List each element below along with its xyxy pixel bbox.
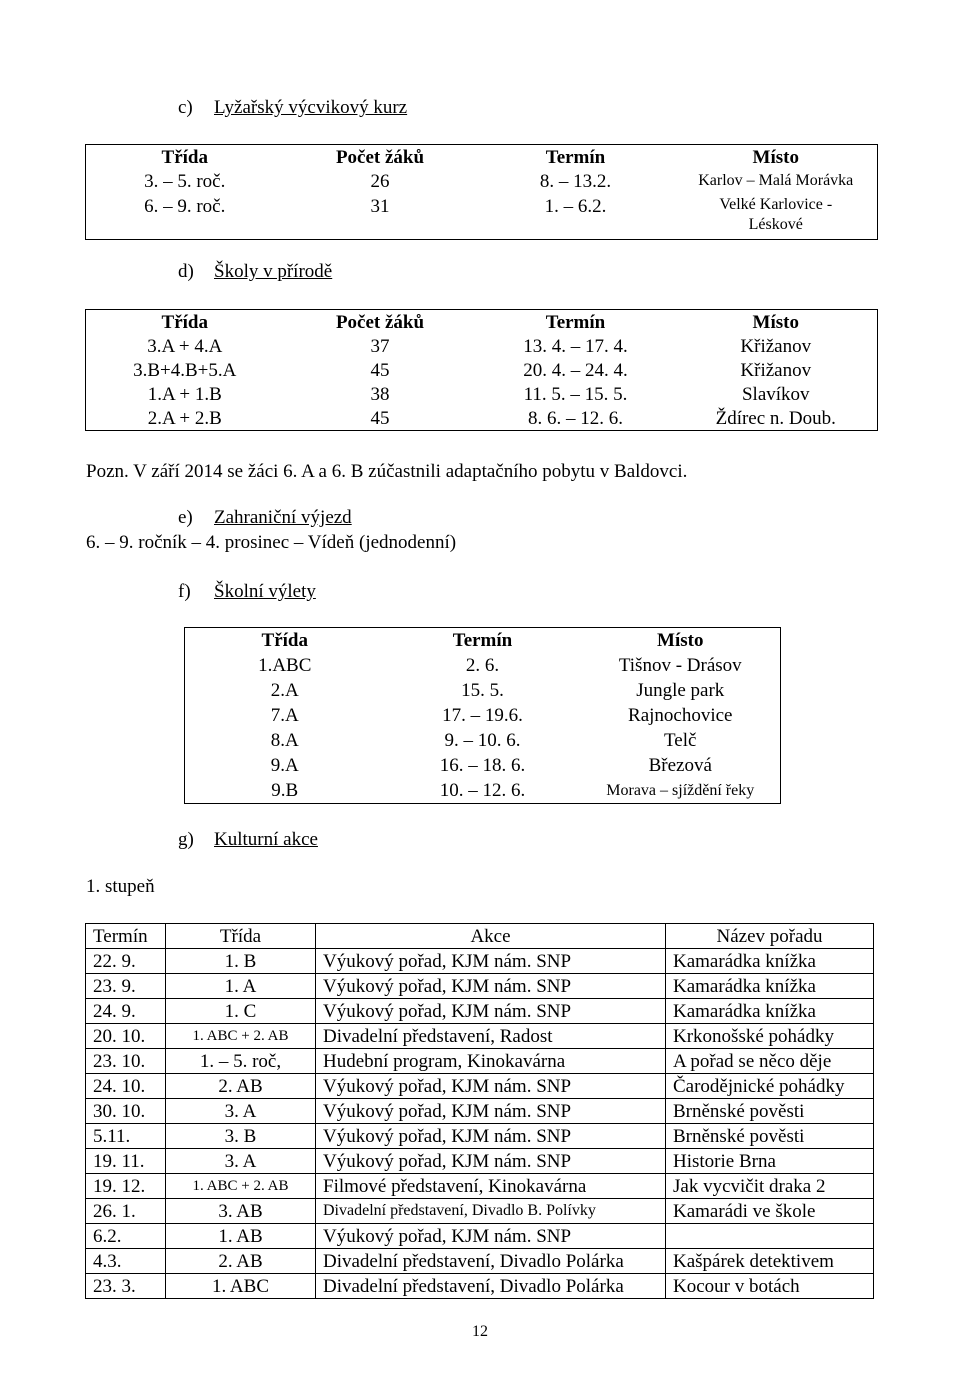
heading-text: Školy v přírodě	[214, 261, 333, 282]
header-cell: Místo	[752, 311, 799, 333]
cell-nazev: Kamarádka knížka	[666, 949, 874, 974]
cell-nazev: Kocour v botách	[666, 1274, 874, 1299]
cell-nazev: Čarodějnické pohádky	[666, 1074, 874, 1099]
cell-trida: 2.A + 2.B	[147, 407, 222, 429]
cell-trida: 3. AB	[166, 1199, 316, 1224]
cell-akce: Divadelní představení, Divadlo B. Polívky	[316, 1199, 666, 1224]
heading-kulturni-akce	[178, 830, 318, 849]
cell-trida: 1. ABC	[166, 1274, 316, 1299]
header-cell: Akce	[316, 924, 666, 949]
table-row	[185, 653, 781, 678]
cell-termin: 1. – 6.2.	[544, 196, 607, 217]
table-row	[86, 193, 878, 240]
header-cell: Název pořadu	[666, 924, 874, 949]
cell-nazev	[666, 1224, 874, 1249]
cell-termin: 24. 9.	[86, 999, 166, 1024]
table-row	[86, 974, 874, 999]
heading-text: Kulturní akce	[214, 829, 318, 850]
table-header-row	[86, 924, 874, 949]
cell-trida: 6. – 9. roč.	[144, 196, 226, 217]
cell-termin: 8. 6. – 12. 6.	[528, 407, 623, 429]
cell-termin: 23. 9.	[86, 974, 166, 999]
cell-trida: 3.B+4.B+5.A	[133, 359, 237, 381]
table-row	[185, 703, 781, 728]
table-row	[86, 1024, 874, 1049]
cell-nazev: Historie Brna	[666, 1149, 874, 1174]
header-cell: Místo	[752, 146, 799, 168]
table-row	[86, 1149, 874, 1174]
cell-termin: 6.2.	[86, 1224, 166, 1249]
cell-trida: 3. A	[166, 1149, 316, 1174]
cell-trida: 8.A	[270, 730, 299, 751]
heading-marker: c)	[178, 97, 193, 118]
cell-nazev: Kamarádi ve škole	[666, 1199, 874, 1224]
page-number: 12	[472, 1323, 488, 1340]
header-cell: Třída	[261, 630, 308, 651]
cell-trida: 1. ABC + 2. AB	[166, 1024, 316, 1049]
cell-trida: 1.A + 1.B	[147, 383, 222, 405]
cell-trida: 9.B	[271, 780, 299, 801]
table-row	[86, 406, 878, 431]
cell-termin: 20. 4. – 24. 4.	[523, 359, 628, 381]
cell-nazev: Brněnské pověsti	[666, 1124, 874, 1149]
table-row	[86, 1074, 874, 1099]
cell-termin: 13. 4. – 17. 4.	[523, 335, 628, 357]
cell-termin: 22. 9.	[86, 949, 166, 974]
header-cell: Počet žáků	[335, 311, 425, 333]
cell-termin: 20. 10.	[86, 1024, 166, 1049]
cell-termin: 10. – 12. 6.	[439, 780, 526, 801]
header-cell: Termín	[86, 924, 166, 949]
heading-marker: f)	[178, 581, 191, 602]
cell-trida: 3. A	[166, 1099, 316, 1124]
cell-termin: 2. 6.	[465, 655, 500, 676]
cell-pocet: 31	[370, 196, 390, 217]
header-cell: Termín	[452, 630, 513, 651]
cell-misto: Telč	[664, 730, 697, 751]
heading-text: Lyžařský výcvikový kurz	[214, 97, 408, 118]
cell-termin: 5.11.	[86, 1124, 166, 1149]
cell-pocet: 45	[370, 407, 390, 429]
cell-termin: 19. 12.	[86, 1174, 166, 1199]
header-cell: Třída	[161, 146, 208, 168]
header-cell: Místo	[657, 630, 704, 651]
table-lyzarsky-kurz	[85, 144, 878, 240]
cell-trida: 2. AB	[166, 1074, 316, 1099]
cell-misto	[675, 193, 878, 240]
cell-nazev: Krkonošské pohádky	[666, 1024, 874, 1049]
cell-misto: Křižanov	[740, 335, 812, 357]
cell-termin: 17. – 19.6.	[442, 705, 523, 726]
cell-misto: Ždírec n. Doub.	[715, 407, 836, 429]
cell-nazev: A pořad se něco děje	[666, 1049, 874, 1074]
table-row	[86, 1174, 874, 1199]
cell-trida: 1. B	[166, 949, 316, 974]
table-row	[86, 1249, 874, 1274]
cell-termin: 30. 10.	[86, 1099, 166, 1124]
table-skolni-vylety	[184, 627, 781, 804]
header-cell: Termín	[545, 146, 606, 168]
cell-akce: Divadelní představení, Radost	[316, 1024, 666, 1049]
cell-misto: Rajnochovice	[628, 705, 733, 726]
table-row	[86, 382, 878, 406]
cell-akce: Hudební program, Kinokavárna	[316, 1049, 666, 1074]
table-skoly-v-prirode	[85, 309, 878, 431]
cell-termin: 11. 5. – 15. 5.	[523, 383, 628, 405]
cell-termin: 16. – 18. 6.	[439, 755, 526, 776]
cell-termin: 26. 1.	[86, 1199, 166, 1224]
cell-trida: 1. ABC + 2. AB	[166, 1174, 316, 1199]
heading-marker: e)	[178, 507, 193, 528]
cell-trida: 7.A	[270, 705, 299, 726]
table-row	[86, 169, 878, 193]
table-row	[86, 949, 874, 974]
cell-trida: 1. – 5. roč,	[166, 1049, 316, 1074]
cell-pocet: 38	[370, 383, 390, 405]
heading-zahranicni-vyjezd	[178, 508, 352, 527]
table-kulturni-akce	[85, 923, 874, 1299]
cell-termin: 8. – 13.2.	[539, 170, 612, 192]
cell-pocet: 45	[370, 359, 390, 381]
table-row	[86, 1199, 874, 1224]
cell-misto-line: Léskové	[748, 216, 803, 233]
cell-termin: 9. – 10. 6.	[444, 730, 521, 751]
cell-pocet: 26	[370, 170, 390, 192]
cell-trida: 3. – 5. roč.	[144, 170, 226, 192]
cell-termin: 15. 5.	[461, 680, 504, 701]
cell-akce: Divadelní představení, Divadlo Polárka	[316, 1274, 666, 1299]
cell-akce: Výukový pořad, KJM nám. SNP	[316, 949, 666, 974]
stage-label: 1. stupeň	[86, 876, 155, 897]
heading-marker: d)	[178, 261, 194, 282]
cell-termin: 4.3.	[86, 1249, 166, 1274]
heading-skoly-v-prirode	[178, 262, 332, 281]
table-row	[185, 678, 781, 703]
cell-nazev: Brněnské pověsti	[666, 1099, 874, 1124]
table-row	[86, 1224, 874, 1249]
heading-text: Zahraniční výjezd	[214, 507, 352, 528]
cell-trida: 1. A	[166, 974, 316, 999]
cell-akce: Divadelní představení, Divadlo Polárka	[316, 1249, 666, 1274]
heading-lyzarsky-kurz	[178, 98, 407, 117]
heading-skolni-vylety	[178, 582, 316, 601]
table-row	[86, 334, 878, 358]
heading-text: Školní výlety	[214, 581, 316, 602]
cell-misto: Březová	[648, 755, 712, 776]
table-row	[86, 358, 878, 382]
header-cell: Termín	[545, 311, 606, 333]
cell-trida: 2.A	[270, 680, 299, 701]
zahranicni-vyjezd-text: 6. – 9. ročník – 4. prosinec – Vídeň (jednodenní)	[86, 532, 457, 553]
cell-nazev: Kašpárek detektivem	[666, 1249, 874, 1274]
cell-nazev: Jak vycvičit draka 2	[666, 1174, 874, 1199]
note-adaptacni-pobyt: Pozn. V září 2014 se žáci 6. A a 6. B zúčastnili adaptačního pobytu v Baldovci.	[86, 461, 688, 482]
header-cell: Počet žáků	[335, 146, 425, 168]
cell-misto: Tišnov - Drásov	[618, 655, 742, 676]
cell-trida: 1.ABC	[258, 655, 312, 676]
cell-akce: Výukový pořad, KJM nám. SNP	[316, 1074, 666, 1099]
cell-trida: 3. B	[166, 1124, 316, 1149]
table-row	[185, 728, 781, 753]
table-header-row	[86, 145, 878, 170]
heading-marker: g)	[178, 829, 194, 850]
table-row	[86, 999, 874, 1024]
cell-trida: 3.A + 4.A	[147, 335, 223, 357]
cell-termin: 23. 3.	[86, 1274, 166, 1299]
cell-trida: 2. AB	[166, 1249, 316, 1274]
table-header-row	[185, 628, 781, 654]
table-row	[185, 753, 781, 778]
cell-akce: Filmové představení, Kinokavárna	[316, 1174, 666, 1199]
cell-misto: Slavíkov	[741, 383, 810, 405]
table-row	[185, 778, 781, 804]
cell-trida: 1. C	[166, 999, 316, 1024]
cell-trida: 9.A	[270, 755, 299, 776]
cell-misto: Morava – sjíždění řeky	[606, 781, 755, 799]
cell-pocet: 37	[370, 335, 390, 357]
cell-nazev: Kamarádka knížka	[666, 974, 874, 999]
cell-termin: 24. 10.	[86, 1074, 166, 1099]
cell-akce: Výukový pořad, KJM nám. SNP	[316, 1124, 666, 1149]
cell-misto: Karlov – Malá Morávka	[698, 172, 854, 189]
cell-nazev: Kamarádka knížka	[666, 999, 874, 1024]
cell-akce: Výukový pořad, KJM nám. SNP	[316, 1224, 666, 1249]
cell-akce: Výukový pořad, KJM nám. SNP	[316, 999, 666, 1024]
header-cell: Třída	[166, 924, 316, 949]
header-cell: Třída	[161, 311, 208, 333]
cell-misto: Křižanov	[740, 359, 812, 381]
table-row	[86, 1124, 874, 1149]
cell-trida: 1. AB	[166, 1224, 316, 1249]
cell-akce: Výukový pořad, KJM nám. SNP	[316, 1149, 666, 1174]
cell-akce: Výukový pořad, KJM nám. SNP	[316, 974, 666, 999]
cell-akce: Výukový pořad, KJM nám. SNP	[316, 1099, 666, 1124]
cell-misto-line: Velké Karlovice -	[719, 196, 833, 213]
table-row	[86, 1274, 874, 1299]
cell-termin: 19. 11.	[86, 1149, 166, 1174]
table-header-row	[86, 310, 878, 335]
cell-termin: 23. 10.	[86, 1049, 166, 1074]
table-row	[86, 1099, 874, 1124]
table-row	[86, 1049, 874, 1074]
cell-misto: Jungle park	[636, 680, 725, 701]
